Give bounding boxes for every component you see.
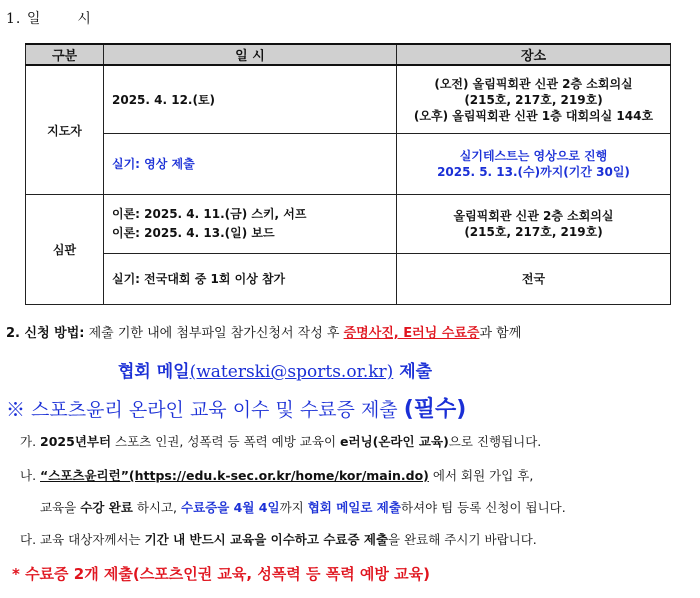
email-prefix: 협회 메일 [118,362,190,382]
table-row [26,65,671,134]
section-1-heading [6,8,92,28]
submission-email-line [118,357,432,382]
table-row [26,134,671,195]
header-date: 일 시 [104,44,397,65]
required-documents-highlight: 증명사진, E러닝 수료증 [343,326,480,341]
notice-item-na-continued [40,498,566,516]
place-cell [397,65,671,134]
section-title-part-1: 일 [26,11,42,27]
application-method-label: 2. 신청 방법: [6,326,85,341]
item-text: 에서 회원 가입 후, [428,468,534,483]
section-title-part-2: 시 [77,11,92,27]
notice-item-da [20,530,537,548]
place-line: 올림픽회관 신관 2층 소회의실 [453,209,614,223]
table-header-row [26,44,671,65]
ethics-site-link[interactable]: “스포츠윤리런”(https://edu.k-sec.or.kr/home/kor/main.do) [40,468,429,483]
group-instructor: 지도자 [26,65,104,195]
item-text: 스포츠 인권, 성폭력 등 폭력 예방 교육이 [111,434,341,449]
item-text: 가. [20,434,41,449]
place-cell [397,254,671,305]
date-cell [104,195,397,254]
header-gubun: 구분 [26,44,104,65]
place-line: (오전) 올림픽회관 신관 2층 소회의실 [434,76,633,91]
email-link[interactable]: (waterski@sports.or.kr) [189,362,394,382]
place-line: (오후) 올림픽회관 신관 1층 대회의실 144호 [413,108,654,123]
item-bold: 수강 완료 [80,500,133,515]
submit-email-highlight: 협회 메일로 제출 [307,500,401,515]
place-line: 전국 [521,272,546,286]
application-method [6,322,521,341]
date-line: 실기: 영상 제출 [112,157,195,171]
item-text: 나. [20,468,41,483]
place-line: (215호, 217호, 219호) [464,92,603,107]
table-row [26,195,671,254]
certificate-requirement: * 수료증 2개 제출(스포츠인권 교육, 성폭력 등 폭력 예방 교육) [12,565,430,583]
date-line: 2025. 4. 12.(토) [112,92,216,107]
item-text: 까지 [279,500,308,515]
email-suffix: 제출 [393,362,433,382]
date-line: 실기: 전국대회 중 1회 이상 참가 [112,272,286,286]
date-cell [104,254,397,305]
place-cell [397,195,671,254]
item-bold: 기간 내 반드시 교육을 이수하고 수료증 제출 [144,532,389,547]
place-line: 2025. 5. 13.(수)까지(기간 30일) [437,165,630,179]
section-number: 1. [6,11,22,27]
item-text: 으로 진행됩니다. [448,434,542,449]
table-row [26,254,671,305]
place-cell [397,134,671,195]
notice-required-badge: (필수) [403,397,467,422]
item-bold: e러닝(온라인 교육) [340,434,449,449]
date-cell [104,65,397,134]
item-text: 하셔야 팀 등록 신청이 됩니다. [400,500,566,515]
place-line: (215호, 217호, 219호) [464,225,603,239]
schedule-table [25,43,671,305]
ethics-education-notice [6,392,466,423]
date-cell [104,134,397,195]
deadline-highlight: 수료증을 4월 4일 [181,500,280,515]
item-text: 하시고, [132,500,182,515]
application-method-text: 제출 기한 내에 첨부파일 참가신청서 작성 후 [84,326,344,341]
item-bold: 2025년부터 [40,434,112,449]
notice-text: ※ 스포츠윤리 온라인 교육 이수 및 수료증 제출 [6,399,404,421]
notice-item-na [20,466,533,484]
item-text: 교육을 [40,500,81,515]
date-line: 이론: 2025. 4. 13.(일) 보드 [112,226,275,240]
item-text: 다. 교육 대상자께서는 [20,532,145,547]
group-judge: 심판 [26,195,104,305]
notice-item-ga [20,432,541,450]
header-place: 장소 [397,44,671,65]
application-method-tail: 과 함께 [479,326,522,341]
item-text: 을 완료해 주시기 바랍니다. [388,532,537,547]
place-line: 실기테스트는 영상으로 진행 [459,149,608,163]
date-line: 이론: 2025. 4. 11.(금) 스키, 서프 [112,207,307,221]
